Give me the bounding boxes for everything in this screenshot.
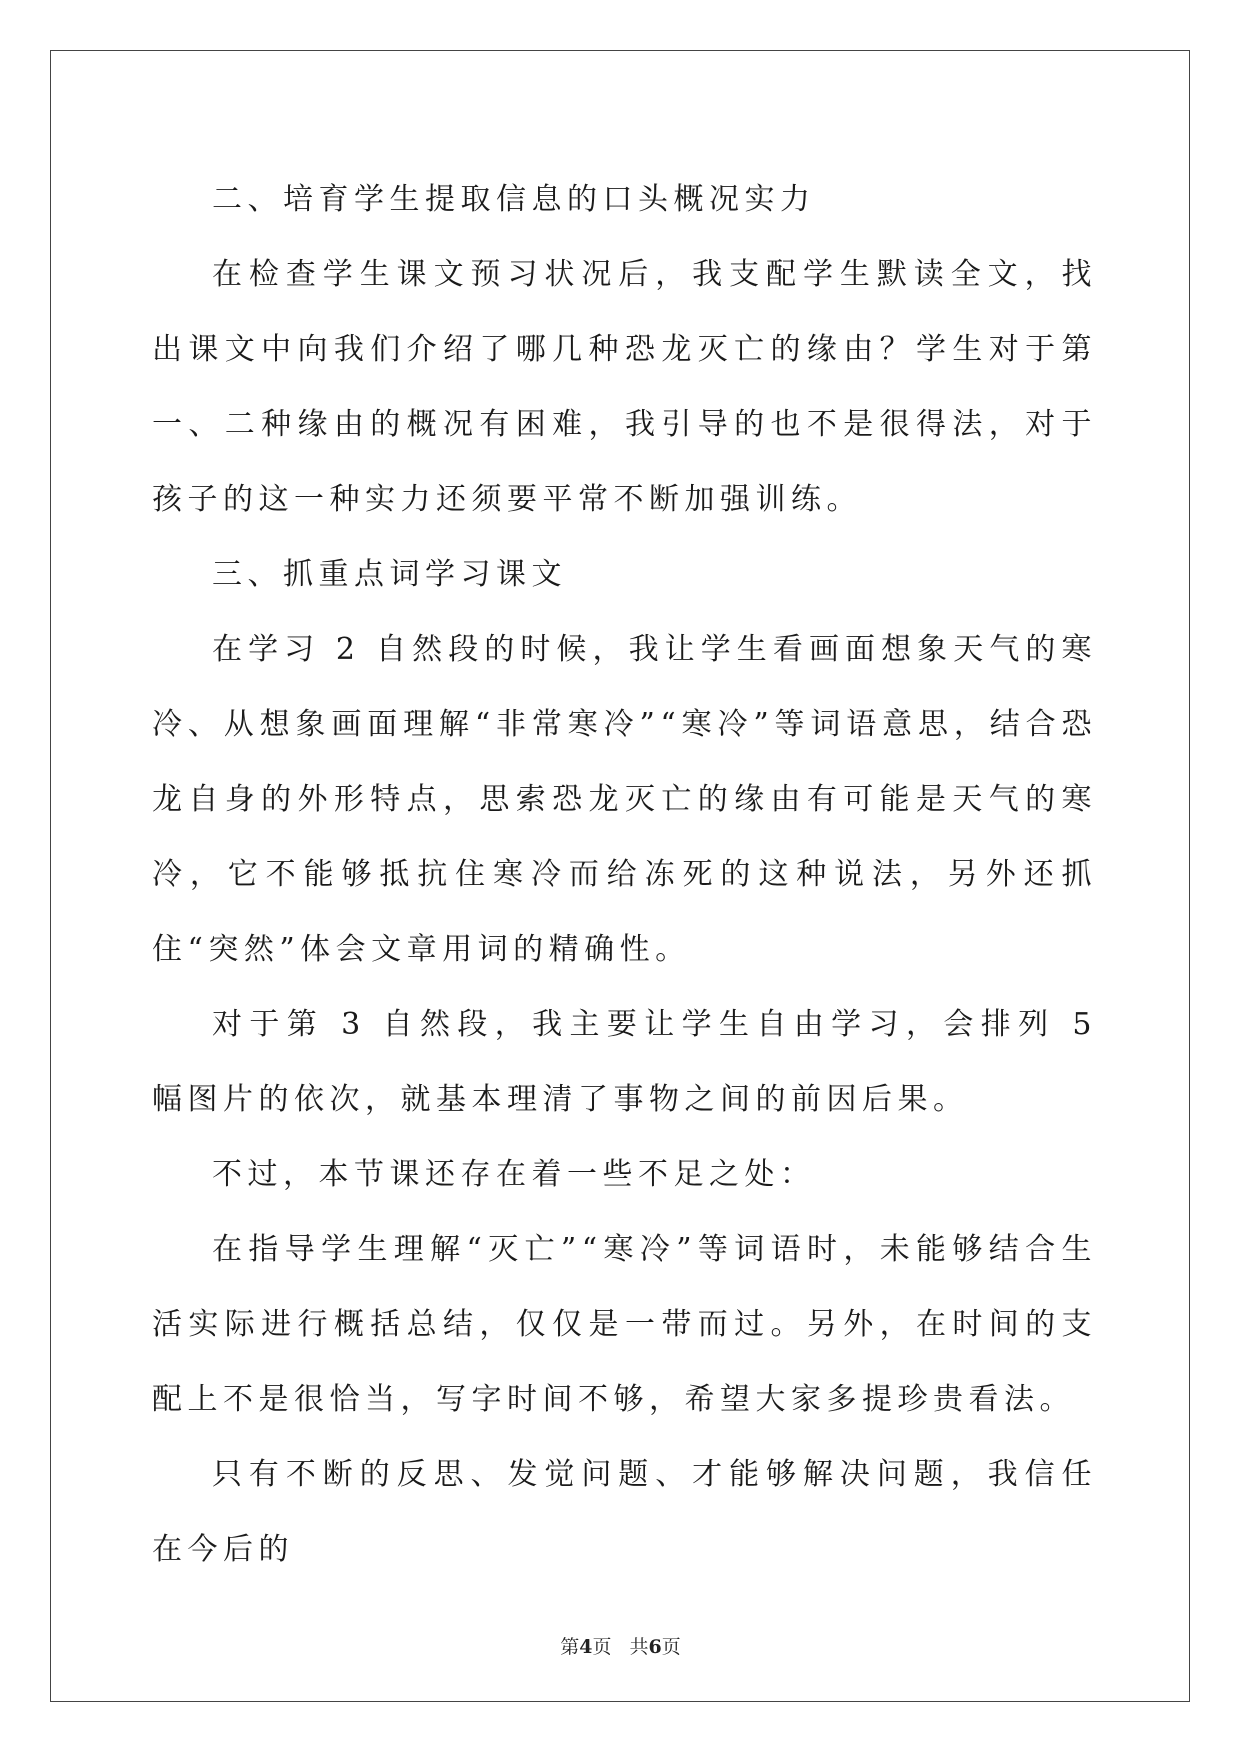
paragraph: 不过，本节课还存在着一些不足之处： (212, 1157, 816, 1192)
paragraph: 在学习 2 自然段的时候，我让学生看画面想象天气的寒冷、从想象画面理解“非常寒冷”“寒冷”等词语意思，结合恐龙自身的外形特点，思索恐龙灭亡的缘由有可能是天气的寒冷，它不能够抵抗住寒冷而给冻死的这种说法，另外还抓住“突然”体会文章用词的精确性。 (152, 632, 1097, 967)
page-footer (0, 1632, 1241, 1659)
paragraph: 只有不断的反思、发觉问题、才能够解决问题，我信任在今后的 (152, 1457, 1097, 1567)
paragraph: 对于第 3 自然段，我主要让学生自由学习，会排列 5 幅图片的依次，就基本理清了事物之间的前因后果。 (152, 1007, 1097, 1117)
footer-total-suffix: 页 (661, 1636, 681, 1658)
footer-prefix: 第 (560, 1636, 580, 1658)
section-heading-2: 二、培育学生提取信息的口头概况实力 (212, 182, 816, 217)
paragraph: 在指导学生理解“灭亡”“寒冷”等词语时，未能够结合生活实际进行概括总结，仅仅是一带而过。另外，在时间的支配上不是很恰当，写字时间不够，希望大家多提珍贵看法。 (152, 1232, 1097, 1417)
total-pages: 6 (648, 1636, 662, 1658)
footer-page-suffix: 页 (592, 1636, 612, 1658)
footer-total-prefix: 共 (629, 1636, 649, 1658)
section-heading-3: 三、抓重点词学习课文 (212, 557, 567, 592)
page-number: 4 (579, 1636, 593, 1658)
document-body (152, 162, 1097, 1587)
paragraph: 在检查学生课文预习状况后，我支配学生默读全文，找出课文中向我们介绍了哪几种恐龙灭亡的缘由？学生对于第一、二种缘由的概况有困难，我引导的也不是很得法，对于孩子的这一种实力还须要平常不断加强训练。 (152, 257, 1097, 517)
